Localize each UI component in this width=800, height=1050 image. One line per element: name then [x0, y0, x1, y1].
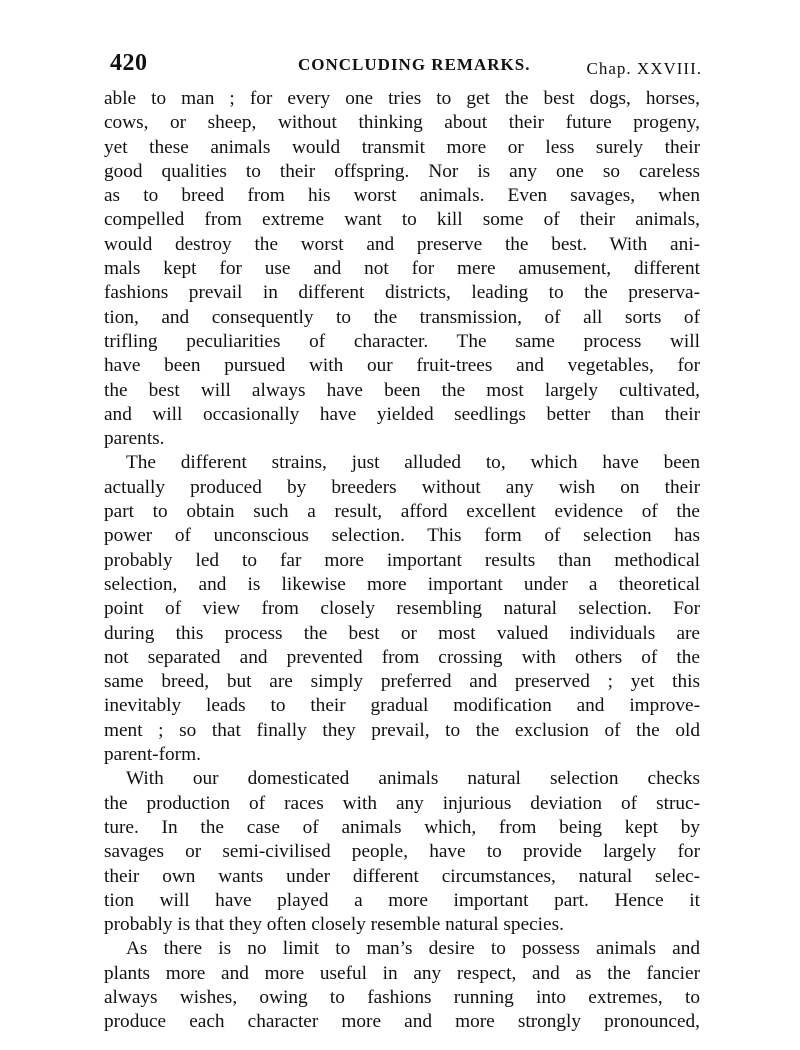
text-line: fashions prevail in different districts, leading to the preserva-	[104, 282, 700, 304]
text-line: produce each character more and more strongly pronounced,	[104, 1011, 700, 1033]
text-line: tion will have played a more important part. Hence it	[104, 889, 700, 911]
paragraph-start-line: The different strains, just alluded to, which have been	[126, 452, 700, 474]
text-line: inevitably leads to their gradual modification and improve-	[104, 695, 700, 717]
page-header	[110, 50, 702, 84]
text-line: yet these animals would transmit more or less surely their	[104, 136, 700, 158]
paragraph-end-line: parents.	[104, 428, 165, 450]
text-line: mals kept for use and not for mere amusement, different	[104, 258, 700, 280]
text-line: ment ; so that finally they prevail, to the exclusion of the old	[104, 719, 700, 741]
paragraph-end-line: parent-form.	[104, 744, 201, 766]
text-line: ture. In the case of animals which, from being kept by	[104, 816, 700, 838]
text-line: the best will always have been the most largely cultivated,	[104, 379, 700, 401]
text-line: compelled from extreme want to kill some of their animals,	[104, 209, 700, 231]
text-line: trifling peculiarities of character. The same process will	[104, 330, 700, 352]
text-line: plants more and more useful in any respect, and as the fancier	[104, 962, 700, 984]
body-text	[104, 87, 700, 1035]
text-line: the production of races with any injurious deviation of struc-	[104, 792, 700, 814]
paragraph-start-line: As there is no limit to man’s desire to possess animals and	[126, 938, 700, 960]
text-line: part to obtain such a result, afford excellent evidence of the	[104, 501, 700, 523]
page-number: 420	[110, 50, 148, 76]
text-line: always wishes, owing to fashions running into extremes, to	[104, 986, 700, 1008]
text-line: not separated and prevented from crossing with others of the	[104, 646, 700, 668]
running-title: CONCLUDING REMARKS.	[298, 55, 531, 74]
text-line: same breed, but are simply preferred and preserved ; yet this	[104, 671, 700, 693]
text-line: selection, and is likewise more important under a theoretical	[104, 573, 700, 595]
text-line: point of view from closely resembling natural selection. For	[104, 598, 700, 620]
paragraph-end-line: probably is that they often closely resemble natural species.	[104, 914, 564, 936]
text-line: actually produced by breeders without any wish on their	[104, 476, 700, 498]
text-line: savages or semi-civilised people, have to provide largely for	[104, 841, 700, 863]
text-line: cows, or sheep, without thinking about their future progeny,	[104, 112, 700, 134]
text-line: tion, and consequently to the transmission, of all sorts of	[104, 306, 700, 328]
paragraph-start-line: With our domesticated animals natural selection checks	[126, 768, 700, 790]
text-line: able to man ; for every one tries to get the best dogs, horses,	[104, 88, 700, 109]
text-line: probably led to far more important results than methodical	[104, 549, 700, 571]
text-line: their own wants under different circumstances, natural selec-	[104, 865, 700, 887]
text-line: have been pursued with our fruit-trees and vegetables, for	[104, 355, 700, 377]
text-line: would destroy the worst and preserve the best. With ani-	[104, 233, 700, 255]
chapter-label: Chap. XXVIII.	[586, 59, 702, 78]
text-line: and will occasionally have yielded seedlings better than their	[104, 403, 700, 425]
text-line: good qualities to their offspring. Nor is any one so careless	[104, 160, 700, 182]
text-line: power of unconscious selection. This form of selection has	[104, 525, 700, 547]
text-line: during this process the best or most valued individuals are	[104, 622, 700, 644]
text-line: as to breed from his worst animals. Even savages, when	[104, 185, 700, 207]
